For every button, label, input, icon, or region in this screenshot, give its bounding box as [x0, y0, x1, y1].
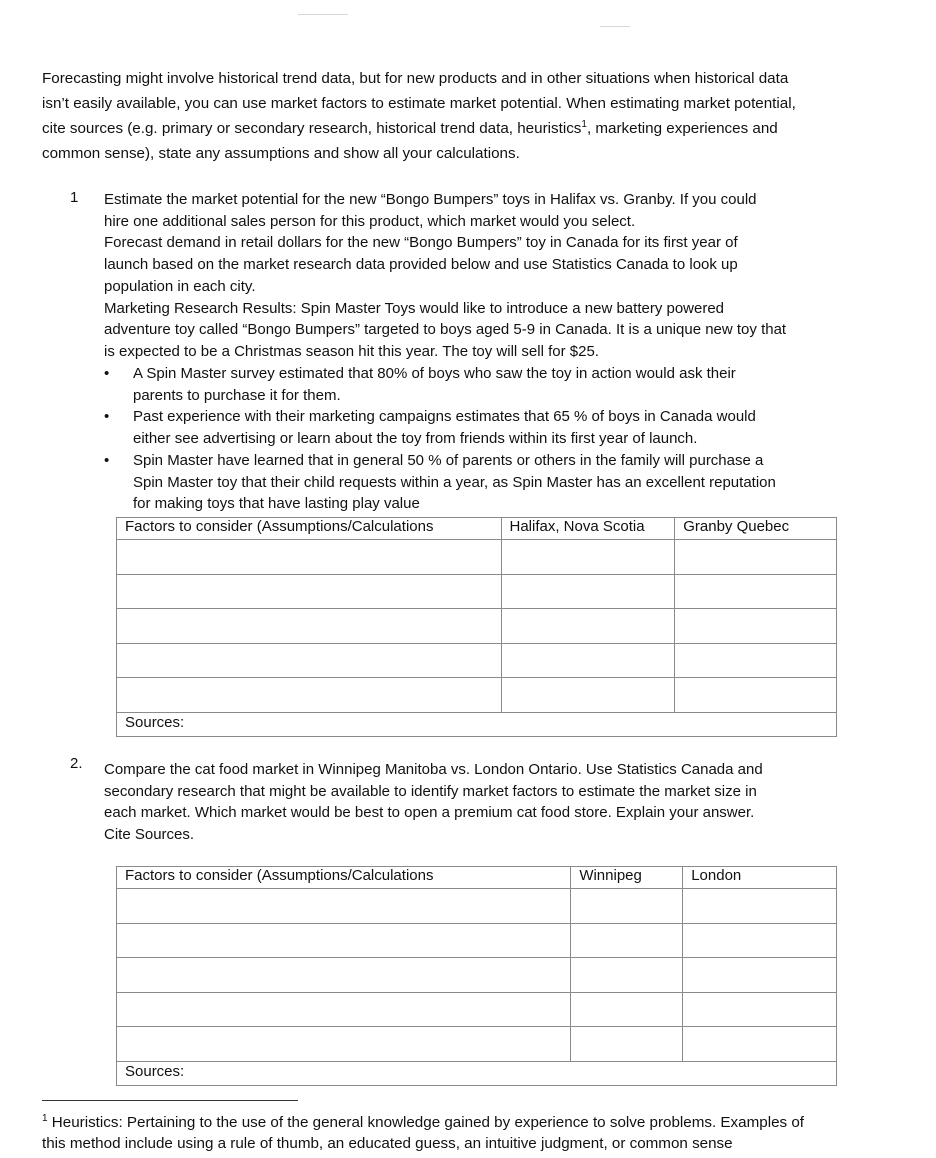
table-row	[117, 678, 837, 713]
question-line: population in each city.	[104, 277, 256, 295]
intro-line: isn’t easily available, you can use market factors to estimate market potential. When estimating market potential,	[42, 95, 796, 112]
bullet-line: either see advertising or learn about the toy from friends within its first year of launch.	[133, 430, 698, 448]
sources-row	[117, 712, 837, 736]
intro-line: common sense), state any assumptions and show all your calculations.	[42, 145, 520, 162]
table-cell[interactable]	[675, 574, 837, 609]
question-line: secondary research that might be available to identify market factors to estimate the market size in	[104, 782, 757, 800]
bullet-line: A Spin Master survey estimated that 80% of boys who saw the toy in action would ask their	[133, 365, 736, 382]
table-cell[interactable]	[683, 923, 837, 958]
bullet-line: Spin Master toy that their child requests within a year, as Spin Master has an excellent reputation	[133, 473, 776, 491]
table-cell[interactable]	[571, 889, 683, 924]
question-line: hire one additional sales person for this product, which market would you select.	[104, 212, 636, 230]
research-bullet-list	[104, 363, 894, 515]
table-cell[interactable]	[683, 889, 837, 924]
table-cell[interactable]	[117, 889, 571, 924]
question-1-number: 1	[70, 189, 79, 206]
table-cell[interactable]	[117, 1027, 571, 1062]
table-row	[117, 1027, 837, 1062]
table-header-row	[117, 518, 837, 540]
bullet-item	[104, 406, 894, 449]
footnote-divider	[42, 1100, 298, 1101]
table-cell[interactable]	[683, 958, 837, 993]
table-cell[interactable]	[683, 992, 837, 1027]
question-line: launch based on the market research data provided below and use Statistics Canada to look up	[104, 256, 738, 274]
intro-line	[42, 116, 902, 141]
header-granby: Granby Quebec	[675, 518, 837, 540]
header-halifax: Halifax, Nova Scotia	[501, 518, 675, 540]
table-cell[interactable]	[117, 609, 502, 644]
table-cell[interactable]	[501, 574, 675, 609]
intro-line-text: , marketing experiences and	[586, 120, 778, 137]
bullet-line: for making toys that have lasting play value	[133, 495, 420, 513]
intro-paragraph	[42, 66, 902, 166]
table-cell[interactable]	[675, 609, 837, 644]
table-row	[117, 992, 837, 1027]
sources-label[interactable]: Sources:	[117, 712, 837, 736]
question-2-number: 2.	[70, 755, 83, 772]
table-cell[interactable]	[501, 678, 675, 713]
winnipeg-london-table	[116, 866, 837, 1086]
question-line: Cite Sources.	[104, 826, 195, 844]
question-line: each market. Which market would be best to open a premium cat food store. Explain your answer.	[104, 804, 755, 822]
table-row	[117, 540, 837, 575]
footnote-marker: 1	[42, 1112, 48, 1124]
question-line: Forecast demand in retail dollars for the new “Bongo Bumpers” toy in Canada for its first year of	[104, 234, 738, 252]
question-line: Marketing Research Results: Spin Master Toys would like to introduce a new battery powered	[104, 299, 725, 317]
scan-artifact	[298, 14, 348, 15]
table-row	[117, 923, 837, 958]
table-cell[interactable]	[683, 1027, 837, 1062]
table-cell[interactable]	[117, 958, 571, 993]
question-line: is expected to be a Christmas season hit this year. The toy will sell for $25.	[104, 342, 599, 360]
table-row	[117, 889, 837, 924]
bullet-icon: •	[104, 408, 110, 426]
table-cell[interactable]	[501, 540, 675, 575]
footnote	[42, 1112, 902, 1154]
question-line: Estimate the market potential for the new “Bongo Bumpers” toys in Halifax vs. Granby. If you could	[104, 191, 757, 208]
table-cell[interactable]	[501, 643, 675, 678]
bullet-icon: •	[104, 451, 110, 469]
bullet-item	[104, 363, 894, 406]
table-cell[interactable]	[117, 643, 502, 678]
table-cell[interactable]	[117, 678, 502, 713]
header-factors: Factors to consider (Assumptions/Calculations	[117, 518, 502, 540]
table-header-row	[117, 867, 837, 889]
question-line: adventure toy called “Bongo Bumpers” targeted to boys aged 5-9 in Canada. It is a unique new toy that	[104, 321, 787, 339]
table-row	[117, 574, 837, 609]
table-row	[117, 609, 837, 644]
sources-row	[117, 1061, 837, 1085]
bullet-line: parents to purchase it for them.	[133, 386, 341, 404]
table-cell[interactable]	[117, 992, 571, 1027]
table-cell[interactable]	[571, 992, 683, 1027]
question-1-text	[104, 189, 894, 363]
sources-label[interactable]: Sources:	[117, 1061, 837, 1085]
table-cell[interactable]	[501, 609, 675, 644]
intro-line: Forecasting might involve historical trend data, but for new products and in other situations when historical data	[42, 70, 789, 87]
table-row	[117, 958, 837, 993]
intro-line-text: cite sources (e.g. primary or secondary research, historical trend data, heuristics	[42, 120, 582, 137]
footnote-line: this method include using a rule of thumb, an educated guess, an intuitive judgment, or common sense	[42, 1135, 733, 1152]
table-cell[interactable]	[675, 678, 837, 713]
bullet-line: Spin Master have learned that in general 50 % of parents or others in the family will purchase a	[133, 451, 764, 469]
table-cell[interactable]	[675, 643, 837, 678]
halifax-granby-table	[116, 517, 837, 737]
table-cell[interactable]	[117, 923, 571, 958]
header-london: London	[683, 867, 837, 889]
question-line: Compare the cat food market in Winnipeg Manitoba vs. London Ontario. Use Statistics Canada and	[104, 761, 763, 778]
bullet-icon: •	[104, 365, 110, 382]
question-2-text	[104, 759, 894, 846]
header-winnipeg: Winnipeg	[571, 867, 683, 889]
table-cell[interactable]	[675, 540, 837, 575]
table-cell[interactable]	[117, 574, 502, 609]
bullet-line: Past experience with their marketing campaigns estimates that 65 % of boys in Canada would	[133, 408, 756, 426]
table-cell[interactable]	[571, 923, 683, 958]
bullet-item	[104, 450, 894, 515]
footnote-line	[42, 1112, 902, 1133]
table-cell[interactable]	[571, 958, 683, 993]
table-row	[117, 643, 837, 678]
header-factors: Factors to consider (Assumptions/Calculations	[117, 867, 571, 889]
table-cell[interactable]	[571, 1027, 683, 1062]
footnote-reference: 1	[581, 118, 587, 130]
table-cell[interactable]	[117, 540, 502, 575]
scan-artifact	[600, 26, 630, 27]
footnote-text: Heuristics: Pertaining to the use of the general knowledge gained by experience to solve problems. Examples of	[47, 1114, 804, 1131]
